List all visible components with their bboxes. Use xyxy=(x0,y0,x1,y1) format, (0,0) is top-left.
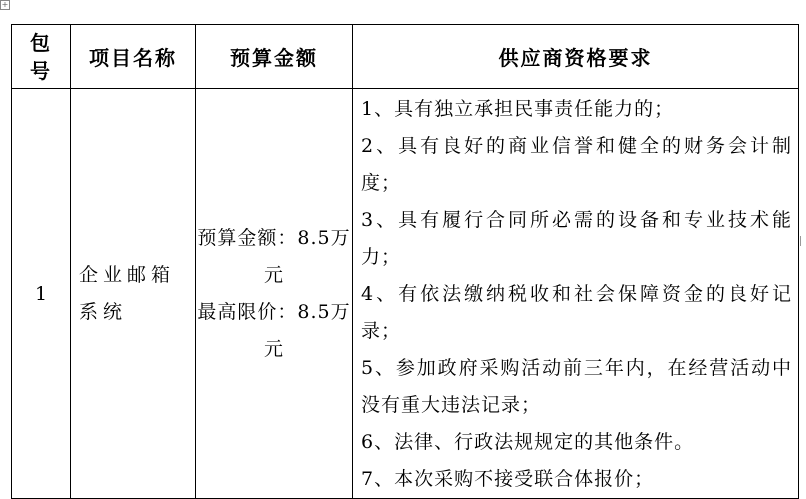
table-anchor-icon[interactable]: + xyxy=(1,0,9,9)
header-requirements: 供应商资格要求 xyxy=(353,25,799,89)
max-price-line: 最高限价：8.5万元 xyxy=(197,300,351,360)
requirement-item: 5、参加政府采购活动前三年内，在经营活动中没有重大违法记录； xyxy=(361,357,792,416)
header-row xyxy=(12,25,799,89)
project-name-cell: 企业邮箱系统 xyxy=(71,89,196,499)
procurement-table xyxy=(11,24,799,499)
table-row xyxy=(12,89,799,499)
header-package-char-2: 号 xyxy=(30,58,52,83)
header-package-char-1: 包 xyxy=(30,30,52,55)
requirement-item: 1、具有独立承担民事责任能力的； xyxy=(361,98,675,120)
requirement-item: 3、具有履行合同所必需的设备和专业技术能力； xyxy=(361,209,792,268)
header-project-name: 项目名称 xyxy=(71,25,196,89)
budget-cell xyxy=(196,89,353,499)
requirements-cell xyxy=(353,89,799,499)
budget-amount-line: 预算金额：8.5万元 xyxy=(197,226,351,286)
requirement-item: 2、具有良好的商业信誉和健全的财务会计制度； xyxy=(361,135,792,194)
requirement-item: 7、本次采购不接受联合体报价； xyxy=(361,468,655,490)
header-package-no xyxy=(12,25,71,89)
package-number-cell: 1 xyxy=(12,89,71,499)
header-budget: 预算金额 xyxy=(196,25,353,89)
requirement-item: 4、有依法缴纳税收和社会保障资金的良好记录； xyxy=(361,283,792,342)
requirement-item: 6、法律、行政法规规定的其他条件。 xyxy=(361,431,695,453)
resize-handle-icon[interactable] xyxy=(800,236,804,246)
